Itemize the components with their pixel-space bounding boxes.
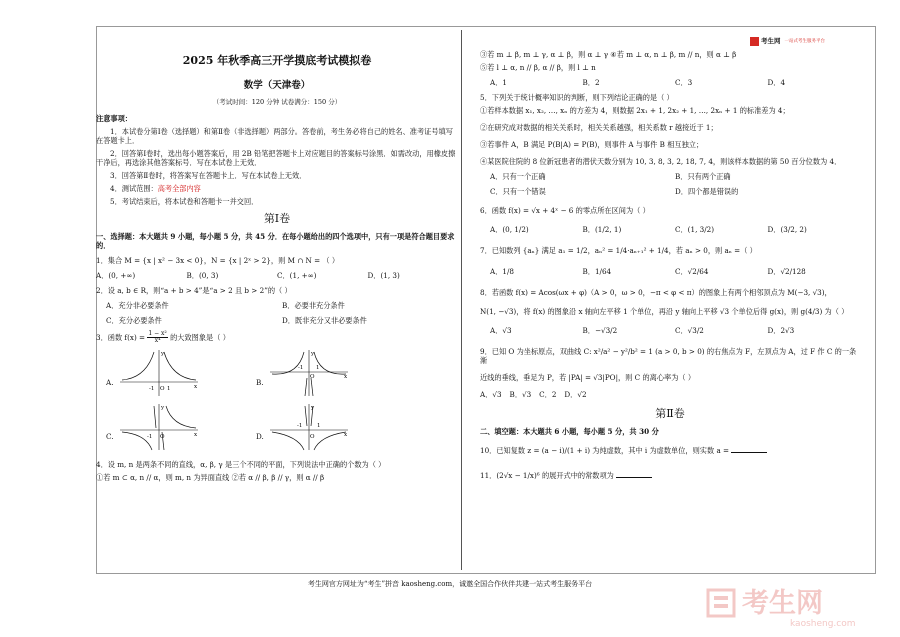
svg-text:y: y <box>311 351 315 358</box>
question-7: 7．已知数列 {aₙ} 满足 a₁ = 1/2，aₙ² = 1/4·aₙ₊₁² + 1/4，若 aₙ > 0，则 aₙ =（ ） <box>480 246 757 255</box>
option[interactable]: C．2 <box>539 390 557 399</box>
option[interactable]: D．(3/2, 2) <box>767 225 807 234</box>
q10-answer-blank[interactable] <box>731 446 767 453</box>
q9-options <box>480 390 860 399</box>
option[interactable]: B．(1/2, 1) <box>582 225 622 234</box>
option[interactable]: D．2√3 <box>767 326 795 335</box>
graph-a[interactable] <box>118 348 200 398</box>
notice-item: 1．本试卷分第Ⅰ卷（选择题）和第Ⅱ卷（非选择题）两部分。答卷前，考生务必将自己的姓名、准考证号填写在答题卡上． <box>96 126 453 145</box>
question-6: 6．函数 f(x) = √x + 4ˣ − 6 的零点所在区间为（ ） <box>480 206 650 215</box>
scope-value: 高考全部内容 <box>157 183 201 193</box>
option[interactable]: D．√2/128 <box>767 267 806 276</box>
watermark <box>706 588 823 618</box>
q2-options-row1 <box>96 301 458 310</box>
svg-text:-1: -1 <box>297 423 303 430</box>
option[interactable]: D．4 <box>767 78 786 87</box>
option[interactable]: C．√3/2 <box>675 326 704 335</box>
q3-stem-prefix: 3．函数 f(x) = <box>96 332 146 342</box>
graph-label-b[interactable]: B. <box>256 378 264 388</box>
watermark-logo-icon <box>706 588 736 618</box>
svg-text:y: y <box>161 351 165 358</box>
q2-options-row2 <box>96 316 458 325</box>
option[interactable]: D．(1, 3) <box>367 270 400 280</box>
q4-statements-right-1: ③若 m ⊥ β, m ⊥ γ, α ⊥ β，则 α ⊥ γ ④若 m ⊥ α, n ⊥ β, m // n，则 α ⊥ β <box>480 50 737 59</box>
q5-statement-3: ③若事件 A，B 满足 P(B|A) = P(B)，则事件 A 与事件 B 相互独立； <box>480 140 704 149</box>
option[interactable]: C．只有一个错误 <box>490 187 546 196</box>
option[interactable]: C．√2/64 <box>675 267 709 276</box>
q4-statements-left: ①若 m ⊂ α, n // α，则 m, n 为异面直线 ②若 α // β, β // γ，则 α // β <box>96 473 325 483</box>
question-9-cont: 近线的垂线，垂足为 P，若 |PA| = √3|PO|，则 C 的离心率为（ ） <box>480 373 696 382</box>
question-9: 9．已知 O 为坐标原点，双曲线 C: x²/a² − y²/b² = 1 (a > 0, b > 0) 的右焦点为 F，左顶点为 A，过 F 作 C 的一条渐 <box>480 347 857 365</box>
part2-title: 第Ⅱ卷 <box>655 407 685 420</box>
q1-options <box>96 271 458 280</box>
option[interactable]: B．1/64 <box>582 267 612 276</box>
svg-text:1: 1 <box>167 386 171 393</box>
graph-c[interactable] <box>118 402 200 452</box>
graph-label-a[interactable]: A. <box>106 378 114 388</box>
exam-meta: （考试时间：120 分钟 试卷满分：150 分） <box>212 97 342 106</box>
option[interactable]: A．1/8 <box>490 267 514 276</box>
logo-slogan: 一站式考生服务平台 <box>784 38 825 44</box>
notice-item: 5．考试结束后，将本试卷和答题卡一并交回． <box>110 196 259 206</box>
logo-icon <box>750 37 759 46</box>
q6-options <box>480 225 860 234</box>
option[interactable]: C．3 <box>675 78 693 87</box>
svg-text:x: x <box>344 374 348 381</box>
question-3 <box>96 331 458 345</box>
svg-text:x: x <box>344 432 348 439</box>
svg-text:1: 1 <box>316 365 320 372</box>
q3-frac-den: x⁴ <box>154 336 161 344</box>
q8-options <box>480 326 860 335</box>
q7-options <box>480 267 860 276</box>
svg-text:-1: -1 <box>149 386 155 393</box>
option[interactable]: D．√2 <box>564 390 587 399</box>
q10-stem: 10．已知复数 z = (a − i)/(1 + i) 为纯虚数，其中 i 为虚数单位，则实数 a = <box>480 445 730 455</box>
option[interactable]: B．只有两个正确 <box>675 172 731 181</box>
option[interactable]: A．√3 <box>480 390 502 399</box>
option[interactable]: A．(0, 1/2) <box>490 225 529 234</box>
question-11 <box>480 471 860 480</box>
svg-text:O: O <box>160 434 165 441</box>
graph-label-c[interactable]: C. <box>106 432 114 442</box>
svg-text:O: O <box>310 434 315 441</box>
option[interactable]: A．√3 <box>490 326 512 335</box>
notice-item: 2．回答第Ⅰ卷时，选出每小题答案后，用 2B 铅笔把答题卡上对应题目的答案标号涂黑．如需改动，用橡皮擦干净后，再选涂其他答案标号．写在本试卷上无效． <box>96 148 456 167</box>
q3-graphs <box>96 346 458 454</box>
q5-options-row1 <box>480 172 860 181</box>
svg-text:y: y <box>311 405 315 412</box>
column-divider <box>461 30 462 570</box>
option[interactable]: A．只有一个正确 <box>490 172 546 181</box>
watermark-text: 考生网 <box>742 587 823 619</box>
option[interactable]: A．充分非必要条件 <box>106 300 169 310</box>
q5-statement-1: ①若样本数据 x₁, x₂, …, xₙ 的方差为 4，则数据 2x₁ + 1, 2x₂ + 1, …, 2xₙ + 1 的标准差为 4； <box>480 106 790 115</box>
q11-stem: 11．(2√x − 1/x)⁶ 的展开式中的常数项为 <box>480 470 614 480</box>
q5-statement-2: ②在研究成对数据的相关关系时，相关关系越强，相关系数 r 越接近于 1； <box>480 123 718 132</box>
logo-name: 考生网 <box>761 37 781 46</box>
option[interactable]: D．四个都是错误的 <box>675 187 739 196</box>
q4-options <box>480 78 860 87</box>
part1-title: 第Ⅰ卷 <box>263 211 291 225</box>
exam-title: 2025 年秋季高三开学摸底考试模拟卷 <box>182 54 372 67</box>
svg-text:-1: -1 <box>147 434 153 441</box>
option[interactable]: B．(0, 3) <box>186 270 219 280</box>
option[interactable]: B．2 <box>582 78 600 87</box>
notice-scope <box>96 184 458 193</box>
question-4: 4．设 m, n 是两条不同的直线，α, β, γ 是三个不同的平面，下列说法中正确的个数为（ ） <box>96 460 386 470</box>
svg-text:-1: -1 <box>298 365 304 372</box>
question-8: 8．若函数 f(x) = Acos(ωx + φ)（A > 0，ω > 0，−π < φ < π）的图象上有两个相邻顶点为 M(−3, √3)， <box>480 288 832 297</box>
svg-text:1: 1 <box>317 423 321 430</box>
option[interactable]: B．必要非充分条件 <box>282 300 345 310</box>
q4-statements-right-2: ⑤若 l ⊥ α, n // β, α // β，则 l ⊥ n <box>480 63 596 72</box>
graph-d[interactable] <box>268 402 350 452</box>
exam-subject: 数学（天津卷） <box>243 79 311 91</box>
q11-answer-blank[interactable] <box>616 471 652 478</box>
option[interactable]: A．(0, +∞) <box>96 270 136 280</box>
option[interactable]: A．1 <box>490 78 507 87</box>
right-column <box>480 50 860 480</box>
q5-statement-4: ④某医院住院的 8 位新冠患者的潜伏天数分别为 10, 3, 8, 3, 2, 18, 7, 4，则该样本数据的第 50 百分位数为 4． <box>480 157 842 166</box>
graph-b[interactable] <box>268 348 350 398</box>
option[interactable]: C．充分必要条件 <box>106 315 162 325</box>
question-5: 5．下列关于统计概率知识的判断，则下列结论正确的是（ ） <box>480 93 674 102</box>
graph-label-d[interactable]: D. <box>256 432 264 442</box>
option[interactable]: C．(1, 3/2) <box>675 225 715 234</box>
option[interactable]: B．−√3/2 <box>582 326 618 335</box>
svg-text:x: x <box>194 384 198 391</box>
svg-text:O: O <box>310 374 315 381</box>
notice-item: 3．回答第Ⅱ卷时，将答案写在答题卡上．写在本试卷上无效． <box>110 170 307 180</box>
option[interactable]: B．√3 <box>509 390 532 399</box>
part1-section: 一、选择题：本大题共 9 小题，每小题 5 分，共 45 分．在每小题给出的四个选项中，只有一项是符合题目要求的． <box>96 231 455 250</box>
header-logo <box>750 37 825 46</box>
watermark-url: kaosheng.com <box>790 619 856 629</box>
part2-section: 二、填空题：本大题共 6 小题，每小题 5 分，共 30 分 <box>480 426 659 436</box>
notice-heading: 注意事项： <box>96 113 132 123</box>
option[interactable]: D．既非充分又非必要条件 <box>282 315 367 325</box>
q3-stem-suffix: 的大致图象是（ ） <box>170 332 230 342</box>
left-column <box>96 44 458 482</box>
svg-text:y: y <box>161 405 165 412</box>
q3-fraction <box>147 331 167 345</box>
q3-frac-num: 1 − x² <box>148 329 167 337</box>
q5-options-row2 <box>480 187 860 196</box>
svg-text:O: O <box>160 386 165 393</box>
question-1: 1．集合 M = {x | x² − 3x < 0}，N = {x | 2ˣ > 2}，则 M ∩ N = （ ） <box>96 255 340 265</box>
option[interactable]: C．(1, +∞) <box>277 270 317 280</box>
question-10 <box>480 446 860 455</box>
svg-text:x: x <box>194 432 198 439</box>
footer-text: 考生网官方网址为“考生”拼音 kaosheng.com，诚邀全国合作伙伴共建一站式考生服务平台 <box>307 580 593 588</box>
scope-label: 4．测试范围： <box>110 183 158 193</box>
question-2: 2．设 a, b ∈ R，则“a + b > 4”是“a > 2 且 b > 2”的（ ） <box>96 285 292 295</box>
question-8-cont: N(1, −√3)，将 f(x) 的图象沿 x 轴向左平移 1 个单位，再沿 y 轴向上平移 √3 个单位后得 g(x)，则 g(4/3) 为（ ） <box>480 307 849 316</box>
